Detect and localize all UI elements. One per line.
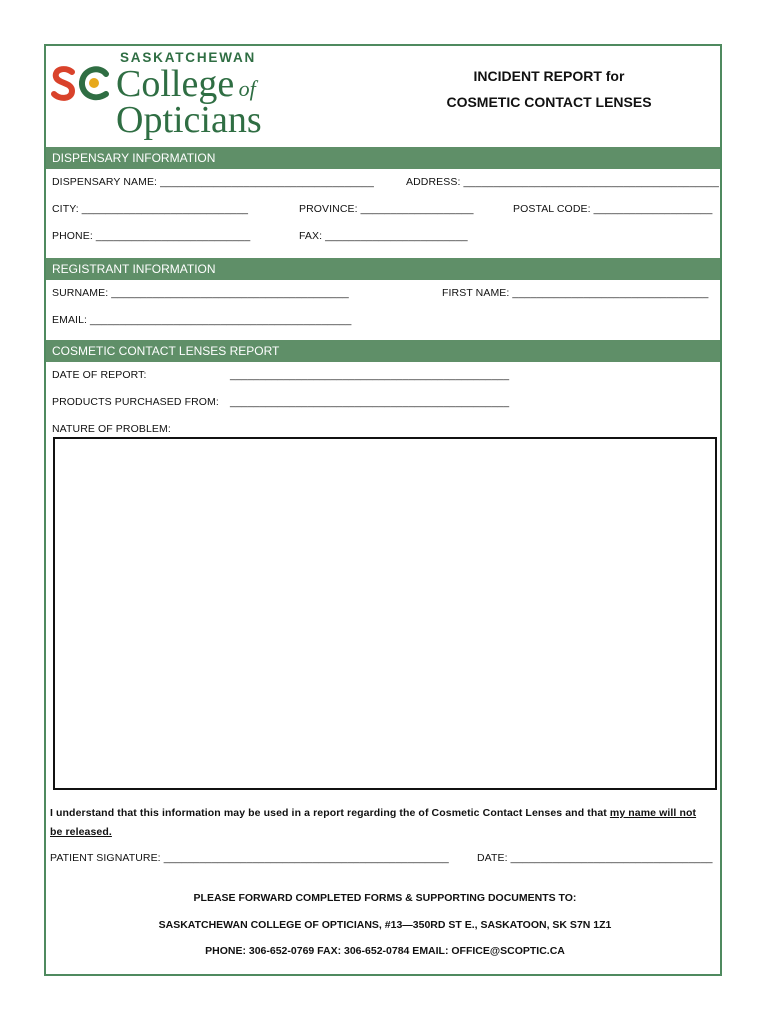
signature-date-field[interactable]: DATE: __________________________________: [477, 852, 713, 864]
logo-line1-wrap: [116, 63, 256, 105]
patient-signature-field[interactable]: PATIENT SIGNATURE: ________________________________________________: [50, 852, 449, 864]
logo-line2: Opticians: [116, 99, 262, 141]
report-title-line2: COSMETIC CONTACT LENSES: [446, 94, 652, 110]
form-frame: [44, 44, 722, 976]
section-registrant-heading: REGISTRANT INFORMATION: [46, 258, 720, 280]
address-field[interactable]: ADDRESS: ___________________________________________: [406, 176, 719, 188]
fax-field[interactable]: FAX: ________________________: [299, 230, 468, 242]
consent-text-line1: [50, 807, 696, 819]
consent-underlined-text: my name will not: [609, 807, 697, 819]
footer-address-line: SASKATCHEWAN COLLEGE OF OPTICIANS, #13—350RD ST E., SASKATOON, SK S7N 1Z1: [158, 919, 612, 931]
postal-code-field[interactable]: POSTAL CODE: ____________________: [513, 203, 713, 215]
logo-org-top: SASKATCHEWAN: [120, 50, 257, 65]
section-dispensary-heading: DISPENSARY INFORMATION: [46, 147, 720, 169]
footer-contact-line: PHONE: 306-652-0769 FAX: 306-652-0784 EMAIL: OFFICE@SCOPTIC.CA: [205, 945, 565, 957]
logo-line1: College: [116, 63, 235, 105]
consent-text-line2: be released.: [50, 826, 112, 838]
footer-forward-line: PLEASE FORWARD COMPLETED FORMS & SUPPORTING DOCUMENTS TO:: [193, 892, 577, 904]
dispensary-name-field[interactable]: DISPENSARY NAME: ____________________________________: [52, 176, 374, 188]
email-field[interactable]: EMAIL: ____________________________________________: [52, 314, 352, 326]
date-of-report-label: DATE OF REPORT:: [52, 369, 147, 381]
products-purchased-field[interactable]: _______________________________________________: [230, 396, 510, 408]
first-name-field[interactable]: FIRST NAME: _________________________________: [442, 287, 709, 299]
nature-of-problem-label: NATURE OF PROBLEM:: [52, 423, 171, 435]
province-field[interactable]: PROVINCE: ___________________: [299, 203, 474, 215]
college-logo-mark-icon: [50, 62, 114, 106]
date-of-report-field[interactable]: _______________________________________________: [230, 369, 510, 381]
consent-text-part1: I understand that this information may be used in a report regarding the of Cosmetic Contact Lenses and that: [50, 807, 610, 819]
logo-of: of: [238, 76, 256, 101]
products-purchased-label: PRODUCTS PURCHASED FROM:: [52, 396, 219, 408]
surname-field[interactable]: SURNAME: ________________________________________: [52, 287, 349, 299]
nature-of-problem-box[interactable]: [53, 437, 717, 790]
phone-field[interactable]: PHONE: __________________________: [52, 230, 251, 242]
report-title-line1: INCIDENT REPORT for: [473, 68, 625, 84]
city-field[interactable]: CITY: ____________________________: [52, 203, 249, 215]
section-report-heading: COSMETIC CONTACT LENSES REPORT: [46, 340, 720, 362]
